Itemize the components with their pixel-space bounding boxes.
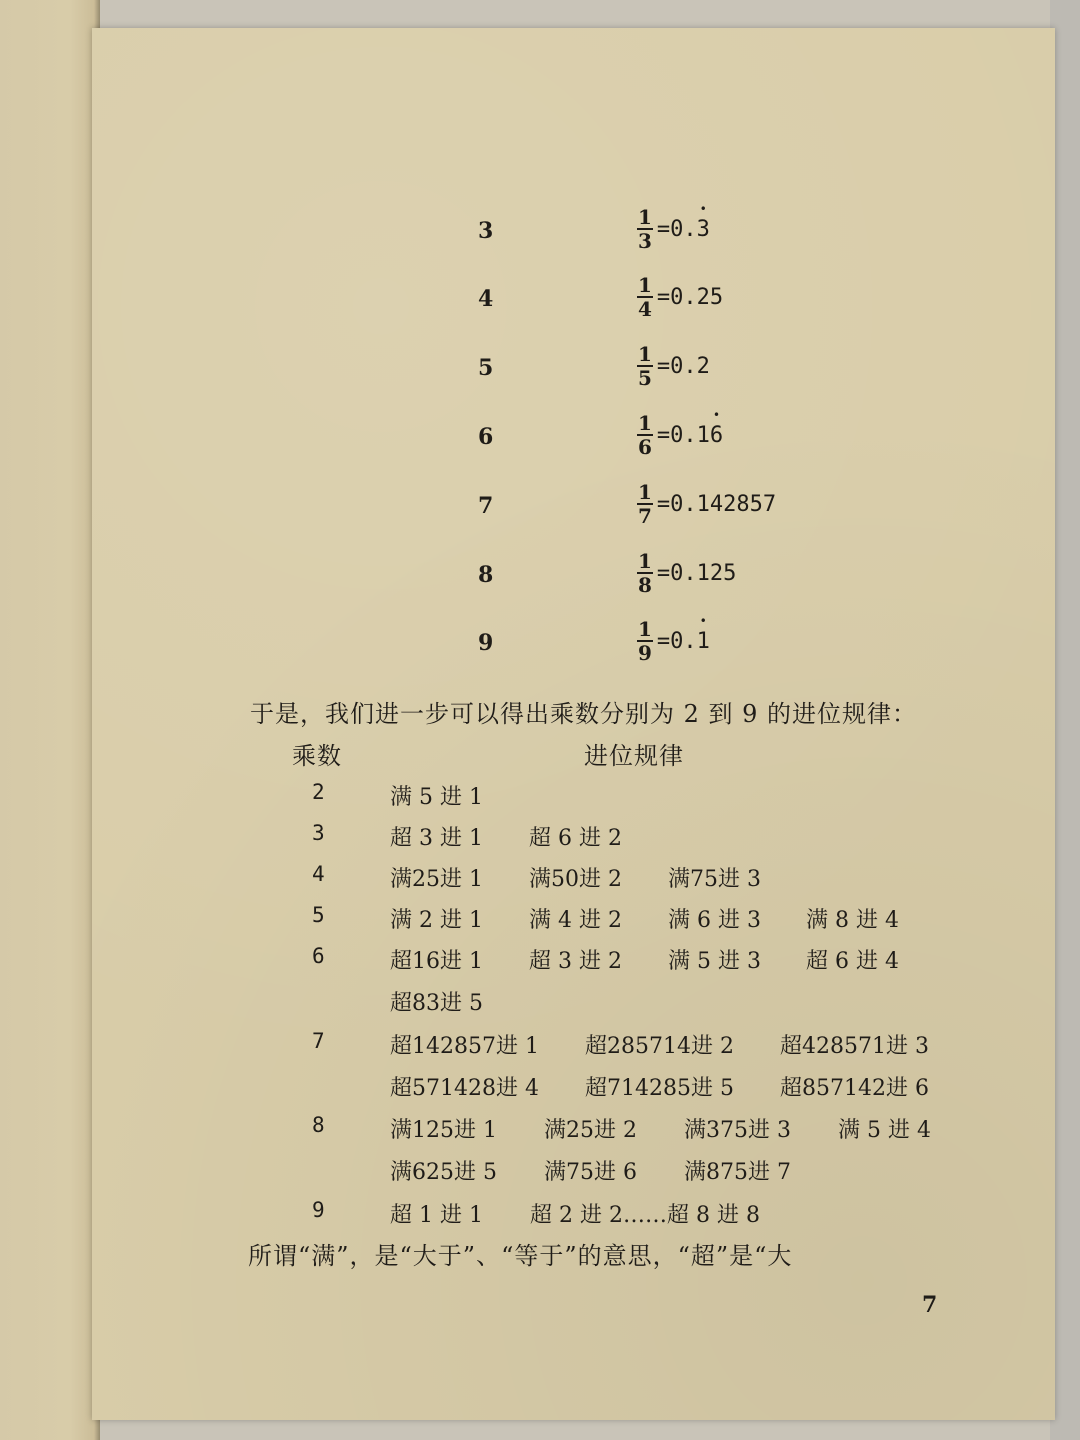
fraction — [637, 550, 653, 596]
fraction-row-label: 9 — [478, 630, 494, 656]
numerator: 1 — [638, 480, 652, 504]
rule-item: 满875进 7 — [684, 1160, 791, 1185]
rule-item: 满 5 进 3 — [668, 949, 761, 974]
numerator: 1 — [638, 205, 652, 229]
fraction-row-label: 4 — [478, 286, 494, 312]
rule-multiplier: 5 — [312, 903, 325, 927]
denominator: 8 — [638, 573, 652, 597]
rule-multiplier: 4 — [312, 862, 325, 886]
closing-paragraph: 所谓“满”，是“大于”、“等于”的意思，“超”是“大 — [248, 1242, 793, 1270]
decimal-value — [657, 285, 723, 310]
repeating-digits: • 6 — [710, 423, 723, 448]
repeating-digits: 142857 — [696, 491, 777, 517]
decimal-value — [657, 629, 710, 654]
rule-item: 超428571进 3 — [780, 1034, 929, 1059]
rule-item: 满 8 进 4 — [806, 908, 899, 933]
fraction-row-label: 6 — [478, 424, 494, 450]
numerator: 1 — [638, 549, 652, 573]
rule-item: 满 2 进 1 — [390, 908, 483, 933]
decimal-prefix: =0.125 — [656, 560, 737, 586]
rule-item: 超 3 进 1 — [390, 826, 483, 851]
numerator: 1 — [638, 411, 652, 435]
rule-item: 超 6 进 2 — [529, 826, 622, 851]
decimal-prefix: =0.2 — [656, 353, 710, 379]
fraction-equation — [637, 481, 776, 527]
rule-multiplier: 2 — [312, 780, 325, 804]
fraction-equation — [637, 412, 723, 458]
decimal-prefix: =0. — [656, 491, 697, 517]
denominator: 4 — [638, 297, 652, 321]
rule-multiplier: 9 — [312, 1198, 325, 1222]
fraction — [637, 343, 653, 389]
decimal-value — [657, 423, 723, 448]
rule-item: 满25进 2 — [544, 1118, 637, 1143]
rule-item: 满75进 3 — [668, 867, 761, 892]
decimal-prefix: =0.1 — [656, 422, 710, 448]
rule-item: 满25进 1 — [390, 867, 483, 892]
fraction-row-label: 5 — [478, 355, 494, 381]
fraction-equation — [637, 206, 710, 252]
rule-item: 超285714进 2 — [585, 1034, 734, 1059]
rule-item: 超 2 进 2……超 8 进 8 — [530, 1203, 760, 1228]
rule-multiplier: 8 — [312, 1113, 325, 1137]
rule-item: 超16进 1 — [390, 949, 483, 974]
page-number: 7 — [922, 1292, 938, 1318]
rule-item: 满625进 5 — [390, 1160, 497, 1185]
denominator: 5 — [638, 366, 652, 390]
rule-multiplier: 7 — [312, 1029, 325, 1053]
fraction-row-label: 7 — [478, 493, 494, 519]
repeating-digits: • 1 — [697, 629, 710, 654]
fraction-equation — [637, 618, 710, 664]
denominator: 6 — [638, 435, 652, 459]
repeating-digits: • 3 — [697, 217, 710, 242]
rule-item: 满375进 3 — [684, 1118, 791, 1143]
header-carry-rule: 进位规律 — [584, 742, 684, 770]
fraction — [637, 618, 653, 664]
decimal-value — [657, 492, 776, 517]
book-page — [92, 28, 1055, 1420]
previous-page-edge — [0, 0, 100, 1440]
decimal-value — [657, 561, 736, 586]
numerator: 1 — [638, 342, 652, 366]
rule-item: 超571428进 4 — [390, 1076, 539, 1101]
intro-paragraph: 于是，我们进一步可以得出乘数分别为 2 到 9 的进位规律： — [250, 700, 918, 728]
denominator: 7 — [638, 504, 652, 528]
decimal-value — [657, 217, 710, 242]
fraction-equation — [637, 550, 736, 596]
fraction-equation — [637, 343, 710, 389]
rule-item: 超714285进 5 — [585, 1076, 734, 1101]
fraction — [637, 481, 653, 527]
fraction-row-label: 3 — [478, 218, 494, 244]
rule-item: 超142857进 1 — [390, 1034, 539, 1059]
rule-item: 超 6 进 4 — [806, 949, 899, 974]
rule-item: 超857142进 6 — [780, 1076, 929, 1101]
rule-item: 满 5 进 1 — [390, 785, 483, 810]
rule-item: 满75进 6 — [544, 1160, 637, 1185]
fraction — [637, 412, 653, 458]
numerator: 1 — [638, 617, 652, 641]
rule-item: 满125进 1 — [390, 1118, 497, 1143]
rule-multiplier: 3 — [312, 821, 325, 845]
rule-item: 满 6 进 3 — [668, 908, 761, 933]
rule-item: 满 5 进 4 — [838, 1118, 931, 1143]
fraction-row-label: 8 — [478, 562, 494, 588]
rule-multiplier: 6 — [312, 944, 325, 968]
denominator: 9 — [638, 641, 652, 665]
decimal-prefix: =0. — [656, 216, 697, 242]
fraction — [637, 274, 653, 320]
rule-item: 超83进 5 — [390, 991, 483, 1016]
fraction-equation — [637, 274, 723, 320]
denominator: 3 — [638, 229, 652, 253]
rule-item: 超 3 进 2 — [529, 949, 622, 974]
decimal-prefix: =0. — [656, 628, 697, 654]
rule-item: 超 1 进 1 — [390, 1203, 483, 1228]
rule-item: 满50进 2 — [529, 867, 622, 892]
fraction — [637, 206, 653, 252]
rule-item: 满 4 进 2 — [529, 908, 622, 933]
numerator: 1 — [638, 273, 652, 297]
decimal-value — [657, 354, 710, 379]
decimal-prefix: =0.25 — [656, 284, 724, 310]
header-multiplier: 乘数 — [292, 742, 342, 770]
